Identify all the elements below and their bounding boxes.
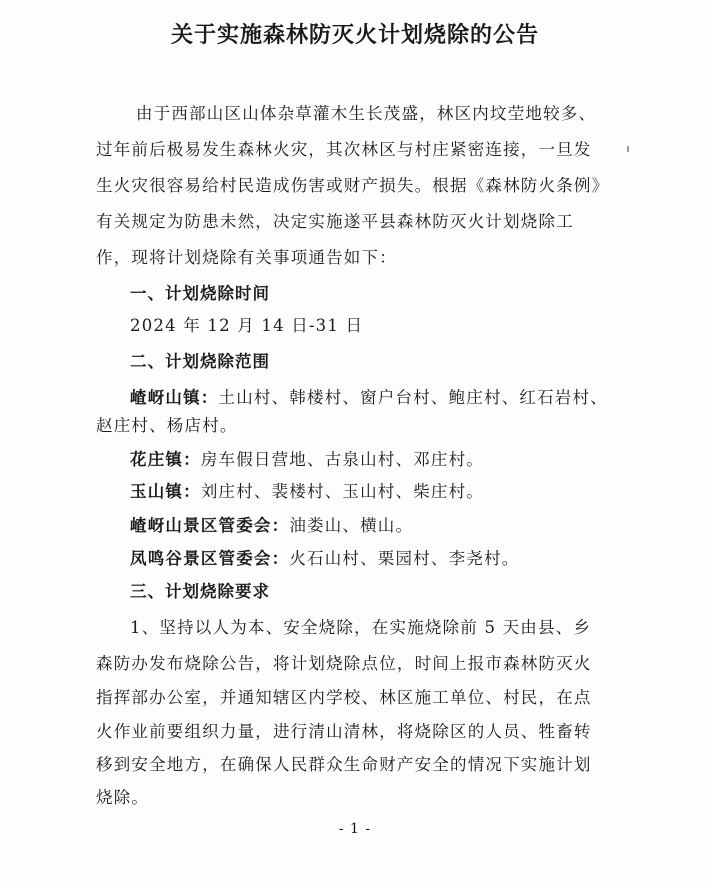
requirement-line: 指挥部办公室，并通知辖区内学校、林区施工单位、村民，在点 xyxy=(96,688,592,707)
intro-line: 作，现将计划烧除有关事项通告如下： xyxy=(96,248,397,267)
section-heading-scope: 二、计划烧除范围 xyxy=(130,352,270,371)
area-villages: 油娄山、横山。 xyxy=(289,516,414,535)
burn-date-range: 2024 年 12 月 14 日-31 日 xyxy=(130,316,364,335)
area-entry xyxy=(130,384,608,408)
intro-line: 过年前后极易发生森林火灾，其次林区与村庄紧密连接，一旦发 xyxy=(96,140,592,159)
page-number: - 1 - xyxy=(338,821,372,837)
area-villages: 土山村、韩楼村、窗户台村、鲍庄村、红石岩村、 xyxy=(218,388,608,407)
scan-mark xyxy=(627,146,629,152)
area-label: 嵖岈山镇： xyxy=(130,388,219,407)
area-entry xyxy=(130,446,484,470)
requirement-line: 火作业前要组织力量，进行清山清林，将烧除区的人员、牲畜转 xyxy=(96,722,592,741)
area-label: 凤鸣谷景区管委会： xyxy=(130,549,290,568)
section-heading-requirements: 三、计划烧除要求 xyxy=(130,582,270,601)
requirement-line: 1、坚持以人为本、安全烧除，在实施烧除前 5 天由县、乡 xyxy=(130,618,592,637)
area-entry xyxy=(130,478,484,502)
intro-line: 有关规定为防患未然，决定实施遂平县森林防灭火计划烧除工 xyxy=(96,212,574,231)
area-villages: 刘庄村、裴楼村、玉山村、柴庄村。 xyxy=(200,482,485,501)
area-label: 嵖岈山景区管委会： xyxy=(130,516,290,535)
intro-line: 生火灾很容易给村民造成伤害或财产损失。根据《森林防火条例》 xyxy=(96,176,610,195)
area-label: 玉山镇： xyxy=(130,482,201,501)
document-title: 关于实施森林防灭火计划烧除的公告 xyxy=(170,23,539,48)
section-heading-time: 一、计划烧除时间 xyxy=(130,284,270,303)
requirement-line: 森防办发布烧除公告，将计划烧除点位，时间上报市森林防灭火 xyxy=(96,654,592,673)
area-label: 花庄镇： xyxy=(130,450,201,469)
area-entry xyxy=(130,545,519,569)
area-entry xyxy=(130,512,413,536)
area-villages: 火石山村、栗园村、李尧村。 xyxy=(289,549,520,568)
requirement-line: 移到安全地方，在确保人民群众生命财产安全的情况下实施计划 xyxy=(96,755,592,774)
requirement-line: 烧除。 xyxy=(96,788,150,807)
area-villages: 房车假日营地、古泉山村、邓庄村。 xyxy=(200,450,485,469)
intro-line: 由于西部山区山体杂草灌木生长茂盛，林区内坟茔地较多、 xyxy=(136,104,597,123)
area-villages-cont: 赵庄村、杨店村。 xyxy=(96,416,238,435)
